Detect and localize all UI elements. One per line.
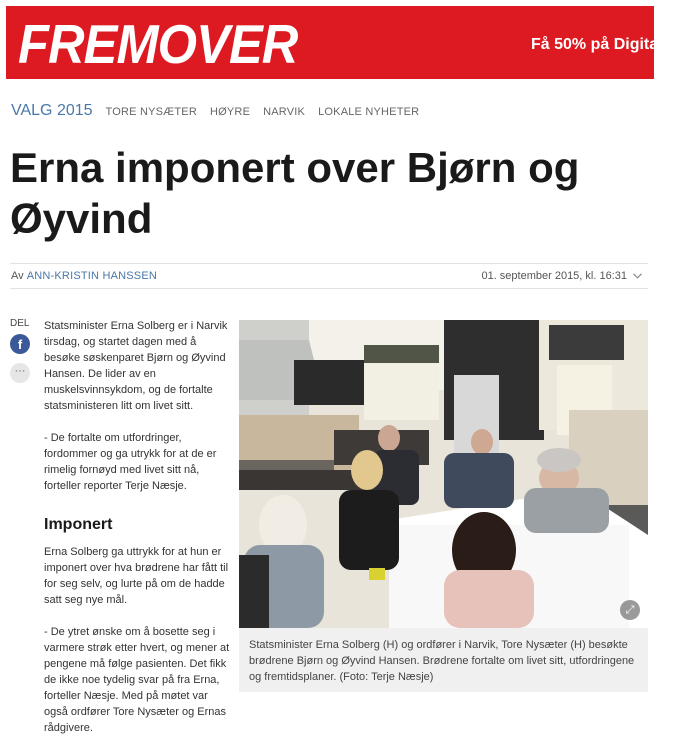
subheading: Imponert — [44, 516, 113, 533]
paragraph: - De fortalte om utfordringer, fordommer og ga utrykk for at de er rimelig fornøyd med livet sitt nå, forteller reporter Terje Næsje. — [44, 432, 217, 492]
share-label: DEL — [10, 318, 30, 329]
paragraph: Erna Solberg ga uttrykk for at hun er imponert over hva brødrene har fått til for seg selv, og lurte på om de hadde satt seg nye mål. — [44, 546, 229, 606]
paragraph: - De ytret ønske om å bosette seg i varmere strøk etter hvert, og mener at pengene må følge pasienten. Det fikk de ikke noe tydelig svar på fra Erna, forteller Næsje. Med på møtet var også ordfører Tore Nysæter og Ernas rådgivere. — [44, 626, 230, 734]
divider — [10, 263, 648, 264]
site-header — [6, 6, 683, 79]
tag-tore-nysaeter[interactable]: TORE NYSÆTER — [105, 106, 197, 118]
photo-caption: Statsminister Erna Solberg (H) og ordfører i Narvik, Tore Nysæter (H) besøkte brødrene Bjørn og Øyvind Hansen. Brødrene fortalte om livet sitt, utfordringene og fremtidsplaner. (Foto: Terje Næsje) — [249, 639, 635, 683]
publish-date-text: 01. september 2015, kl. 16:31 — [481, 270, 627, 282]
subscription-promo[interactable]: Få 50% på Digitalt A — [531, 36, 683, 53]
tag-lokale-nyheter[interactable]: LOKALE NYHETER — [318, 106, 420, 118]
expand-icon[interactable]: ⤢ — [620, 600, 640, 620]
byline-prefix: Av — [11, 270, 24, 282]
share-panel — [10, 318, 32, 383]
article-title: Erna imponert over Bjørn og Øyvind — [10, 144, 580, 242]
article-photo[interactable] — [239, 320, 648, 628]
author-link[interactable]: ANN-KRISTIN HANSSEN — [26, 270, 158, 282]
publish-date[interactable] — [481, 270, 642, 282]
site-logo[interactable]: FREMOVER — [18, 13, 298, 75]
facebook-share-button[interactable] — [10, 334, 30, 354]
tag-hoyre[interactable]: HØYRE — [209, 106, 251, 118]
divider — [10, 288, 648, 289]
tag-valg-2015[interactable]: VALG 2015 — [11, 102, 93, 119]
more-share-button[interactable] — [10, 363, 30, 383]
article-body — [44, 318, 232, 736]
photo-caption-box — [239, 628, 648, 692]
facebook-icon: f — [17, 337, 23, 352]
article-tags — [11, 102, 432, 120]
chevron-down-icon[interactable] — [633, 271, 642, 282]
byline — [11, 270, 157, 282]
photo-illustration — [239, 320, 648, 628]
more-icon: ··· — [14, 365, 26, 377]
paragraph: Statsminister Erna Solberg er i Narvik tirsdag, og startet dagen med å besøke søskenparet Bjørn og Øyvind Hansen. De lider av en muskelsvinnsykdom, og de fortalte statsministeren litt om livet sitt. — [44, 320, 228, 412]
tag-narvik[interactable]: NARVIK — [263, 106, 306, 118]
